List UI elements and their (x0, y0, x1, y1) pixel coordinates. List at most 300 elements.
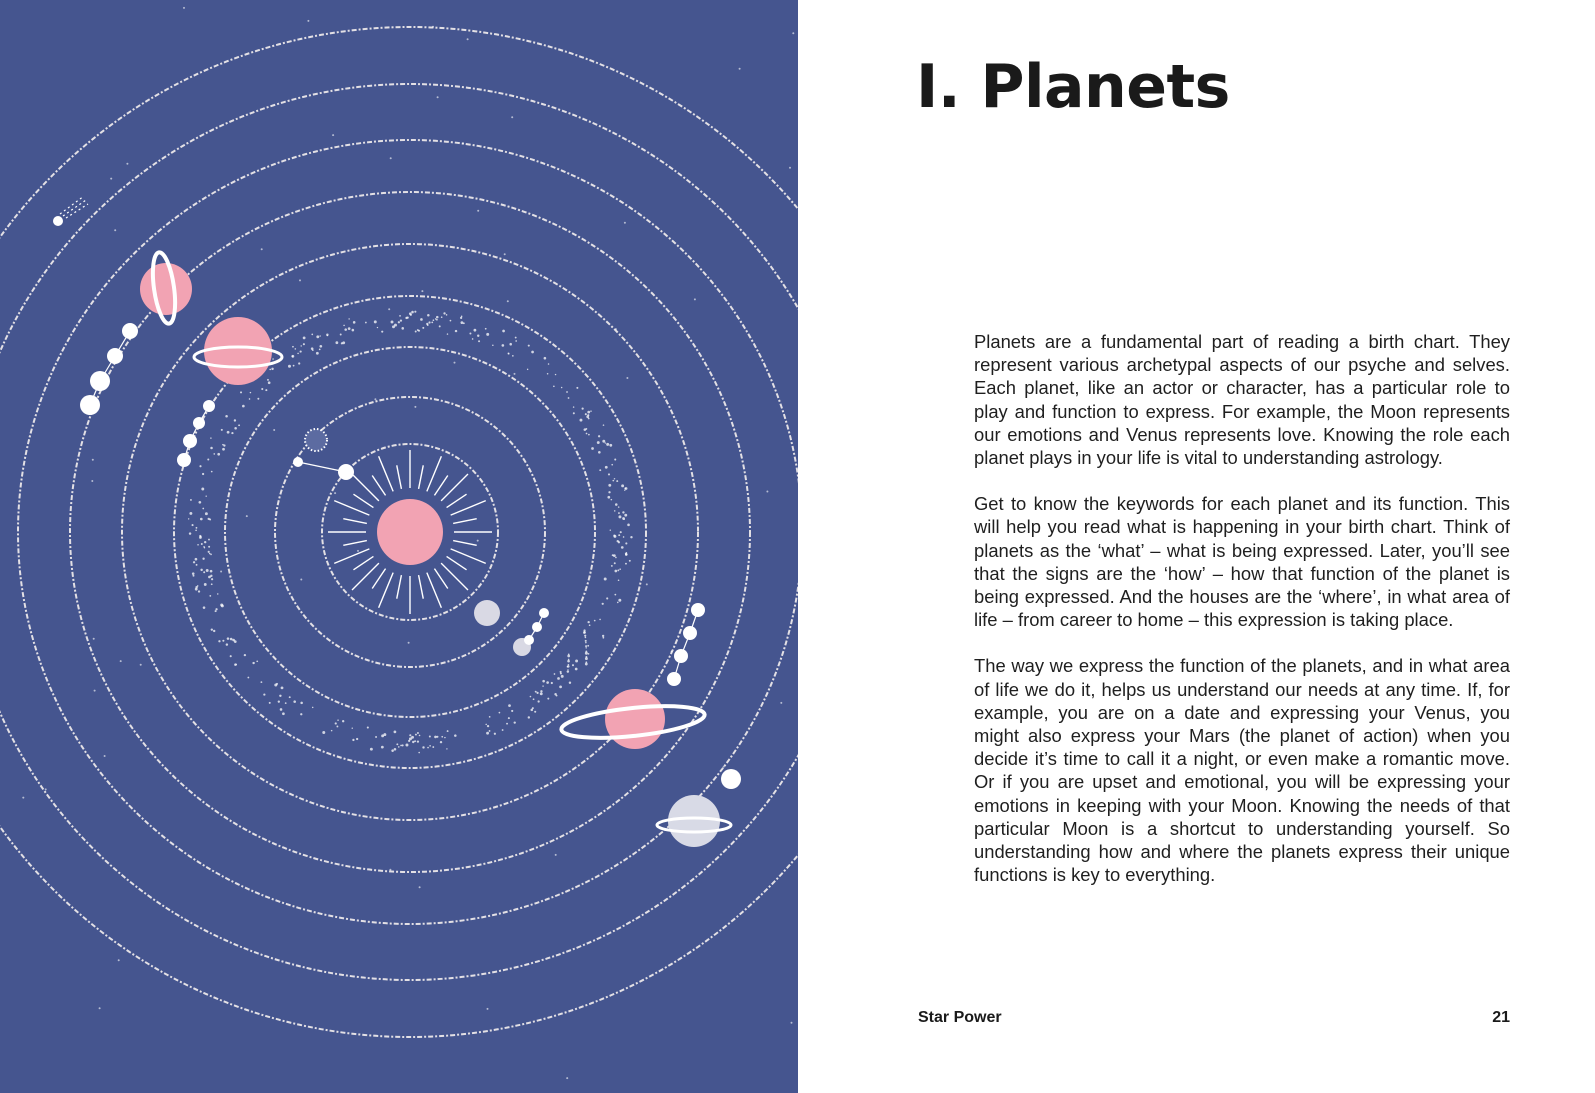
belt-dot (469, 332, 471, 334)
belt-dot (573, 406, 574, 407)
belt-dot (204, 541, 206, 543)
belt-dot (289, 696, 291, 698)
belt-dot (234, 427, 237, 430)
belt-dot (629, 560, 631, 562)
star-dot (94, 690, 96, 692)
belt-dot (436, 316, 439, 319)
star-dot (477, 540, 479, 542)
saturn-lower-icon (560, 689, 706, 749)
belt-dot (609, 444, 612, 447)
belt-dot (585, 413, 587, 415)
star-dot (388, 308, 390, 310)
belt-dot (585, 663, 588, 666)
moon-link (298, 462, 346, 472)
belt-dot (614, 459, 616, 461)
belt-dot (426, 323, 428, 325)
belt-dot (377, 327, 378, 328)
belt-dot (622, 511, 624, 513)
belt-dot (202, 558, 204, 560)
star-dot (739, 68, 741, 70)
belt-dot (215, 610, 217, 612)
sun-ray (372, 475, 385, 495)
sun-ray (352, 474, 379, 501)
belt-dot (555, 374, 556, 375)
belt-dot (511, 710, 513, 712)
belt-dot (586, 415, 589, 418)
sun-ray (427, 573, 442, 608)
belt-dot (381, 734, 384, 737)
belt-dot (297, 353, 299, 355)
belt-dot (428, 321, 430, 323)
belt-dot (293, 365, 295, 367)
belt-dot (375, 736, 377, 738)
sun-ray (397, 465, 402, 489)
belt-dot (617, 569, 619, 571)
belt-dot (370, 748, 373, 751)
belt-dot (439, 325, 441, 327)
sun-ray (352, 563, 379, 590)
belt-dot (193, 575, 195, 577)
star-dot (357, 550, 359, 552)
belt-dot (575, 668, 578, 671)
moon-icon (524, 635, 534, 645)
belt-dot (352, 727, 353, 728)
moon-icon (667, 672, 681, 686)
star-dot (766, 491, 768, 493)
belt-dot (261, 388, 263, 390)
belt-dot (271, 368, 273, 370)
belt-dot (544, 357, 547, 360)
belt-dot (547, 373, 549, 375)
belt-dot (405, 744, 408, 747)
belt-dot (247, 677, 249, 679)
star-dot (334, 492, 336, 494)
star-dot (45, 788, 47, 790)
belt-dot (487, 725, 489, 727)
belt-dot (319, 335, 320, 336)
belt-dot (411, 311, 414, 314)
belt-dot (195, 529, 197, 531)
belt-dot (222, 444, 224, 446)
body-text (974, 330, 1510, 909)
belt-dot (460, 317, 462, 319)
belt-dot (198, 501, 201, 504)
belt-dot (300, 702, 303, 705)
paragraph: Planets are a fundamental part of reading a birth chart. They represent various archetypal aspects of our psyche and selves. Each planet, like an actor or character, has a particular role to play and function to express. For example, the Moon represents our emotions and Venus represents love. Knowing the role each planet plays in your life is vital to understanding astrology. (974, 331, 1510, 469)
belt-dot (618, 515, 621, 518)
belt-dot (213, 630, 215, 632)
belt-dot (409, 312, 412, 315)
belt-dot (227, 637, 230, 640)
belt-dot (208, 551, 210, 553)
belt-dot (202, 473, 204, 475)
belt-dot (615, 503, 618, 506)
belt-dot (256, 660, 258, 662)
belt-dot (409, 737, 412, 740)
belt-dot (502, 330, 505, 333)
belt-dot (624, 514, 627, 517)
star-dot (22, 797, 24, 799)
belt-dot (623, 536, 625, 538)
belt-dot (201, 543, 203, 545)
belt-dot (446, 314, 448, 316)
belt-dot (546, 681, 549, 684)
belt-dot (267, 379, 269, 381)
belt-dot (415, 734, 417, 736)
belt-dot (198, 590, 200, 592)
belt-dot (269, 702, 271, 704)
star-dot (646, 583, 648, 585)
belt-dot (473, 329, 476, 332)
belt-dot (611, 565, 613, 567)
belt-dot (557, 677, 560, 680)
belt-dot (189, 512, 192, 515)
belt-dot (409, 734, 411, 736)
belt-dot (398, 321, 400, 323)
belt-dot (618, 512, 620, 514)
belt-dot (285, 702, 287, 704)
belt-dot (512, 355, 514, 357)
belt-dot (620, 531, 622, 533)
belt-dot (342, 720, 344, 722)
belt-dot (301, 345, 302, 346)
star-dot (477, 210, 479, 212)
belt-dot (434, 736, 437, 739)
belt-dot (599, 469, 601, 471)
belt-dot (272, 358, 274, 360)
sun-ray (434, 475, 447, 495)
belt-dot (587, 645, 589, 647)
belt-dot (234, 419, 236, 421)
belt-dot (619, 568, 621, 570)
belt-dot (624, 490, 625, 491)
belt-dot (268, 381, 271, 384)
star-dot (514, 373, 516, 375)
belt-dot (614, 594, 616, 596)
belt-dot (203, 606, 206, 609)
belt-dot (374, 320, 377, 323)
belt-dot (213, 453, 215, 455)
star-dot (92, 459, 94, 461)
belt-dot (427, 747, 429, 749)
star-dot (389, 869, 391, 871)
belt-dot (234, 663, 237, 666)
belt-dot (603, 424, 605, 426)
belt-dot (613, 554, 616, 557)
belt-dot (326, 334, 328, 336)
paragraph: Get to know the keywords for each planet and its function. This will help you read what is happening in your birth chart. Think of planets as the ‘what’ – what is being expressed. Later, you’ll see that the signs are the ‘how’ – how that function of the planet is being expressed. And the houses are the ‘where’, in what area of life – from career to home – this expression is taking place. (974, 493, 1510, 631)
belt-dot (331, 730, 333, 732)
belt-dot (618, 541, 620, 543)
belt-dot (625, 542, 627, 544)
belt-dot (602, 635, 604, 637)
belt-dot (242, 405, 245, 408)
belt-dot (559, 686, 562, 689)
belt-dot (250, 392, 251, 393)
belt-dot (568, 397, 570, 399)
belt-dot (274, 684, 277, 687)
belt-dot (202, 508, 204, 510)
belt-dot (311, 334, 313, 336)
belt-dot (573, 412, 575, 414)
belt-dot (400, 319, 402, 321)
belt-dot (440, 741, 442, 743)
belt-dot (394, 324, 397, 327)
belt-dot (602, 603, 604, 605)
belt-dot (582, 407, 584, 409)
moon-icon (293, 457, 303, 467)
belt-dot (561, 675, 564, 678)
belt-dot (508, 352, 510, 354)
belt-dot (394, 748, 397, 751)
sun-ray (334, 549, 369, 564)
star-dot (626, 377, 628, 379)
star-dot (99, 1007, 101, 1009)
belt-dot (400, 745, 402, 747)
star-dot (507, 300, 509, 302)
belt-dot (587, 411, 590, 414)
belt-dot (624, 487, 626, 489)
sun-ray (427, 456, 442, 491)
belt-dot (201, 488, 204, 491)
belt-dot (432, 746, 434, 748)
belt-dot (281, 686, 284, 689)
star-dot (624, 222, 626, 224)
text-page (798, 0, 1595, 1093)
belt-dot (193, 561, 195, 563)
belt-dot (381, 746, 384, 749)
belt-dot (225, 415, 228, 418)
belt-dot (348, 318, 349, 319)
belt-dot (208, 539, 210, 541)
belt-dot (196, 527, 198, 529)
pink-ringed-planet-icon (194, 317, 282, 385)
star-dot (300, 579, 302, 581)
belt-dot (569, 681, 571, 683)
belt-dot (461, 321, 464, 324)
star-dot (780, 702, 782, 704)
belt-dot (436, 736, 438, 738)
belt-dot (585, 645, 587, 647)
star-dot (504, 253, 506, 255)
belt-dot (455, 330, 457, 332)
belt-dot (533, 698, 535, 700)
belt-dot (316, 352, 319, 355)
belt-dot (414, 740, 416, 742)
belt-dot (341, 342, 343, 344)
belt-dot (298, 362, 300, 364)
chapter-title: I. Planets (916, 52, 1230, 122)
belt-dot (575, 660, 578, 663)
belt-dot (265, 389, 267, 391)
belt-dot (514, 721, 516, 723)
belt-dot (613, 535, 616, 538)
belt-dot (322, 731, 325, 734)
star-dot (220, 571, 222, 573)
belt-dot (617, 602, 619, 604)
belt-dot (356, 738, 358, 740)
belt-dot (319, 345, 322, 348)
belt-dot (540, 692, 543, 695)
belt-dot (435, 318, 437, 320)
star-dot (110, 178, 112, 180)
belt-dot (189, 532, 191, 534)
belt-dot (415, 331, 417, 333)
star-dot (93, 638, 95, 640)
star-dot (307, 20, 309, 22)
belt-dot (399, 315, 401, 317)
belt-dot (506, 723, 508, 725)
belt-dot (508, 704, 511, 707)
belt-dot (200, 518, 203, 521)
belt-dot (602, 440, 605, 443)
star-dot (566, 1077, 568, 1079)
belt-dot (614, 562, 616, 564)
belt-dot (217, 453, 220, 456)
belt-dot (547, 698, 549, 700)
belt-dot (195, 586, 197, 588)
belt-dot (590, 410, 592, 412)
belt-dot (446, 748, 447, 749)
belt-dot (210, 447, 213, 450)
belt-dot (472, 338, 474, 340)
belt-dot (616, 480, 618, 482)
sun-ray (451, 549, 486, 564)
comet-icon (53, 196, 88, 226)
belt-dot (221, 429, 223, 431)
belt-dot (589, 624, 591, 626)
belt-dot (553, 385, 555, 387)
sun-ray (397, 575, 402, 599)
belt-dot (485, 328, 487, 330)
star-dot (246, 515, 248, 517)
belt-dot (280, 708, 283, 711)
moon-icon (721, 769, 741, 789)
belt-dot (588, 434, 590, 436)
belt-dot (420, 318, 423, 321)
belt-dot (585, 652, 588, 655)
belt-dot (316, 335, 319, 338)
belt-dot (615, 557, 617, 559)
belt-dot (534, 711, 536, 713)
sun-ray (441, 563, 468, 590)
belt-dot (319, 349, 321, 351)
belt-dot (300, 350, 302, 352)
belt-dot (551, 682, 553, 684)
belt-dot (257, 398, 259, 400)
belt-dot (461, 316, 463, 318)
star-dot (723, 766, 725, 768)
belt-dot (203, 571, 205, 573)
belt-dot (418, 752, 420, 754)
belt-dot (607, 496, 610, 499)
belt-dot (231, 432, 233, 434)
belt-dot (205, 512, 208, 515)
belt-dot (618, 534, 620, 536)
belt-dot (417, 732, 419, 734)
belt-dot (348, 327, 351, 330)
belt-dot (447, 333, 448, 334)
belt-dot (477, 335, 479, 337)
star-dot (120, 660, 122, 662)
star-dot (114, 229, 116, 231)
belt-dot (612, 480, 614, 482)
belt-dot (587, 621, 589, 623)
belt-dot (210, 575, 212, 577)
mercury-planet-icon (305, 429, 327, 451)
star-dot (462, 142, 464, 144)
belt-dot (199, 465, 201, 467)
belt-dot (611, 499, 613, 501)
belt-dot (218, 640, 220, 642)
belt-dot (205, 495, 206, 496)
belt-dot (365, 322, 367, 324)
sun-ray (453, 541, 477, 546)
belt-dot (598, 451, 601, 454)
moon-planet-icon (474, 600, 500, 626)
star-dot (183, 7, 185, 9)
sun-ray (379, 456, 394, 491)
sun-ray (453, 519, 477, 524)
belt-dot (394, 730, 397, 733)
belt-dot (542, 685, 543, 686)
belt-dot (263, 693, 265, 695)
belt-dot (188, 518, 189, 519)
belt-dot (584, 635, 586, 637)
belt-dot (211, 628, 213, 630)
belt-dot (618, 599, 621, 602)
belt-dot (610, 529, 611, 530)
belt-dot (597, 441, 600, 444)
belt-dot (340, 334, 342, 336)
belt-dot (417, 329, 419, 331)
belt-dot (282, 712, 285, 715)
sun-ray (419, 575, 424, 599)
star-dot (118, 959, 120, 961)
belt-dot (447, 730, 449, 732)
belt-dot (532, 707, 534, 709)
belt-dot (548, 363, 550, 365)
belt-dot (537, 700, 539, 702)
belt-dot (335, 722, 337, 724)
belt-dot (190, 499, 192, 501)
belt-dot (614, 510, 616, 512)
belt-dot (625, 563, 627, 565)
belt-dot (211, 583, 213, 585)
belt-dot (608, 491, 610, 493)
star-dot (437, 96, 439, 98)
belt-dot (200, 569, 202, 571)
sun-ray (451, 501, 486, 516)
sun-icon (377, 499, 443, 565)
belt-dot (585, 640, 587, 642)
paragraph: The way we express the function of the planets, and in what area of life we do it, helps us understand our needs at any time. If, for example, you are on a date and expressing your Venus, you might also express your Mars (the planet of action) when you decide it’s time to call it a night, or even make a romantic move. Or if you are upset and emotional, you will be expressing your emotions in keeping with your Moon. Knowing the needs of that particular Moon is a shortcut to understanding yourself. So understanding how and where the planets express their unique functions is key to everything. (974, 655, 1510, 886)
belt-dot (599, 619, 601, 621)
belt-dot (598, 435, 600, 437)
belt-dot (594, 620, 596, 622)
belt-dot (508, 717, 510, 719)
belt-dot (222, 640, 224, 642)
belt-dot (576, 387, 578, 389)
belt-dot (560, 672, 562, 674)
star-dot (414, 406, 416, 408)
belt-dot (238, 424, 240, 426)
belt-dot (536, 692, 538, 694)
belt-dot (530, 696, 532, 698)
belt-dot (485, 724, 487, 726)
star-dot (791, 1022, 793, 1024)
belt-dot (209, 519, 211, 521)
